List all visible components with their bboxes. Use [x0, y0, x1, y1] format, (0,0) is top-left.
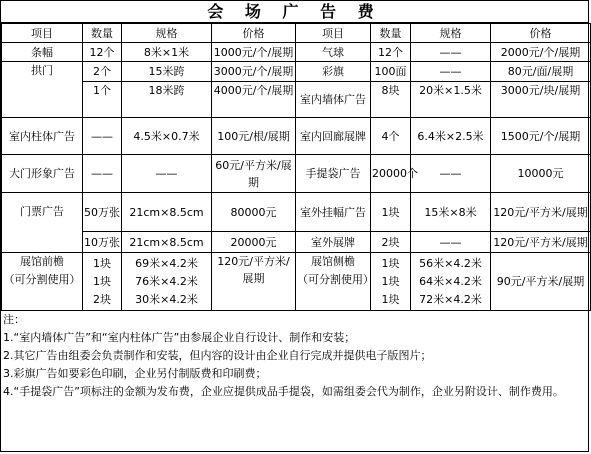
cell-qty: 8块	[371, 82, 411, 118]
cell-qty: 2块	[371, 232, 411, 253]
cell-spec	[122, 253, 212, 311]
cell-item: 彩旗	[296, 62, 371, 82]
header-price: 价格	[212, 24, 296, 43]
cell-qty: ——	[83, 155, 122, 193]
cell-item-line: 展馆前檐	[20, 255, 64, 268]
cell-price: 80元/面/展期	[491, 62, 591, 82]
cell-spec	[411, 253, 491, 311]
cell-price: 20000元	[212, 232, 296, 253]
cell-spec: 18米跨	[122, 82, 212, 118]
cell-item: 气球	[296, 43, 371, 62]
cell-item-line: 展馆侧檐	[311, 255, 355, 268]
cell-spec: ——	[411, 62, 491, 82]
cell-item: 手提袋广告	[296, 155, 371, 193]
cell-item: 室内墙体广告	[296, 82, 371, 118]
cell-spec: ——	[411, 232, 491, 253]
cell-price: 4000元/个/展期	[212, 82, 296, 118]
cell-price: 100元/根/展期	[212, 118, 296, 155]
table-row	[2, 43, 591, 62]
cell-spec: 21cm×8.5cm	[122, 193, 212, 232]
cell-qty-line: 1块	[93, 274, 111, 288]
table-row	[2, 118, 591, 155]
notes-section	[1, 311, 588, 401]
cell-qty-line: 1块	[93, 256, 111, 270]
header-spec: 规格	[411, 24, 491, 43]
table-row	[2, 62, 591, 82]
cell-qty: 12个	[371, 43, 411, 62]
cell-spec: ——	[411, 43, 491, 62]
header-item: 项目	[2, 24, 83, 43]
cell-item: 大门形象广告	[2, 155, 83, 193]
cell-spec: 8米×1米	[122, 43, 212, 62]
header-qty: 数量	[371, 24, 411, 43]
cell-price: 1500元/个/展期	[491, 118, 591, 155]
note-4: 4.“手提袋广告”项标注的金额为发布费，企业应提供成品手提袋，如需组委会代为制作，企业另附设计、制作费用。	[3, 385, 564, 398]
cell-qty: 2个	[83, 62, 122, 82]
cell-spec: ——	[411, 155, 491, 193]
cell-item-line: （可分割使用）	[297, 273, 374, 286]
cell-qty-line: 1块	[381, 256, 400, 270]
note-1: 1.“室内墙体广告”和“室内柱体广告”由参展企业自行设计、制作和安装；	[3, 331, 356, 344]
table-row	[2, 155, 591, 193]
header-price: 价格	[491, 24, 591, 43]
table-row	[2, 232, 591, 253]
cell-item: 室外展牌	[296, 232, 371, 253]
cell-spec-line: 76米×4.2米	[135, 274, 198, 288]
cell-qty: ——	[83, 118, 122, 155]
cell-price: 90元/平方米/展期	[491, 253, 591, 311]
header-item: 项目	[296, 24, 371, 43]
cell-spec-line: 64米×4.2米	[419, 274, 482, 288]
cell-price: 60元/平方米/展期	[212, 155, 296, 193]
cell-spec: 20米×1.5米	[411, 82, 491, 118]
cell-qty-line: 1块	[381, 274, 400, 288]
fee-table	[1, 23, 591, 311]
cell-qty: 10万张	[83, 232, 122, 253]
cell-qty	[83, 253, 122, 311]
cell-qty: 100面	[371, 62, 411, 82]
cell-qty: 50万张	[83, 193, 122, 232]
cell-item: 室内柱体广告	[2, 118, 83, 155]
cell-spec: 4.5米×0.7米	[122, 118, 212, 155]
cell-spec-line: 30米×4.2米	[135, 292, 198, 306]
cell-qty: 1块	[371, 193, 411, 232]
cell-spec-line: 56米×4.2米	[419, 256, 482, 270]
note-2: 2.其它广告由组委会负责制作和安装，但内容的设计由企业自行完成并提供电子版图片；	[3, 349, 432, 362]
header-spec: 规格	[122, 24, 212, 43]
cell-qty-line: 2块	[93, 292, 111, 306]
cell-spec: ——	[122, 155, 212, 193]
cell-spec: 15米跨	[122, 62, 212, 82]
cell-price: 80000元	[212, 193, 296, 232]
cell-price: 3000元/块/展期	[491, 82, 591, 118]
cell-item: 门票广告	[2, 193, 83, 253]
cell-item	[296, 253, 374, 311]
cell-spec-line: 69米×4.2米	[135, 256, 198, 270]
cell-qty: 4个	[371, 118, 411, 155]
cell-qty	[371, 253, 411, 311]
sheet-title: 会 场 广 告 费	[1, 1, 588, 23]
cell-spec: 21cm×8.5cm	[122, 232, 212, 253]
cell-qty: 1个	[83, 82, 122, 118]
cell-price: 1000元/个/展期	[212, 43, 296, 62]
cell-qty: 12个	[83, 43, 122, 62]
cell-item: 拱门	[2, 62, 83, 118]
cell-price: 120元/平方米/展期	[491, 193, 591, 232]
cell-price: 120元/平方米/展期	[491, 232, 591, 253]
cell-price: 3000元/个/展期	[212, 62, 296, 82]
cell-price: 2000元/个/展期	[491, 43, 591, 62]
cell-qty: 20000个	[371, 155, 411, 193]
notes-label: 注：	[3, 313, 25, 326]
cell-item: 室外挂幅广告	[296, 193, 371, 232]
header-qty: 数量	[83, 24, 122, 43]
table-row	[2, 82, 591, 118]
cell-qty-line: 1块	[381, 292, 400, 306]
header-row	[2, 24, 591, 43]
cell-item: 条幅	[2, 43, 83, 62]
cell-item: 室内回廊展牌	[296, 118, 371, 155]
cell-price: 10000元	[491, 155, 591, 193]
note-3: 3.彩旗广告如要彩色印刷，企业另付制版费和印刷费；	[3, 367, 267, 380]
cell-item	[2, 253, 83, 311]
cell-price: 120元/平方米/展期	[212, 253, 296, 311]
cell-spec: 15米×8米	[411, 193, 491, 232]
table-row	[2, 193, 591, 232]
cell-item-line: （可分割使用）	[3, 273, 81, 286]
table-row	[2, 253, 591, 311]
cell-spec: 6.4米×2.5米	[411, 118, 491, 155]
cell-spec-line: 72米×4.2米	[419, 292, 482, 306]
